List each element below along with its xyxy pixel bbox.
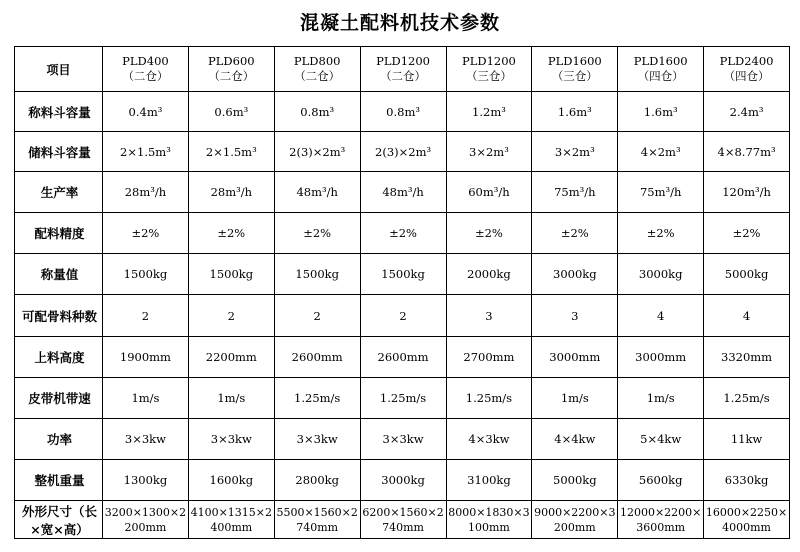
table-cell: 1.6m³	[532, 92, 618, 132]
table-cell: 48m³/h	[274, 172, 360, 213]
table-cell: 2.4m³	[704, 92, 790, 132]
row-label: 称量值	[15, 254, 103, 295]
table-cell: 3×3kw	[103, 419, 189, 460]
table-cell: 2600mm	[360, 337, 446, 378]
model-header: PLD1600 （三仓）	[532, 47, 618, 92]
table-cell: 2×1.5m³	[188, 132, 274, 172]
table-cell: 3000kg	[618, 254, 704, 295]
model-header: PLD1200 （三仓）	[446, 47, 532, 92]
row-label: 生产率	[15, 172, 103, 213]
table-cell: 1m/s	[532, 378, 618, 419]
table-cell: 3×3kw	[360, 419, 446, 460]
table-cell: 5600kg	[618, 460, 704, 501]
table-cell: 1.25m/s	[274, 378, 360, 419]
table-cell: 5500×1560×2 740mm	[274, 501, 360, 539]
table-row	[15, 172, 790, 213]
table-cell: ±2%	[618, 213, 704, 254]
table-cell: 1600kg	[188, 460, 274, 501]
table-cell: ±2%	[704, 213, 790, 254]
table-cell: 1500kg	[274, 254, 360, 295]
model-header: PLD2400 （四仓）	[704, 47, 790, 92]
header-row	[15, 47, 790, 92]
row-label: 可配骨料种数	[15, 295, 103, 337]
table-cell: 120m³/h	[704, 172, 790, 213]
table-cell: 1500kg	[188, 254, 274, 295]
table-cell: 2200mm	[188, 337, 274, 378]
row-label: 储料斗容量	[15, 132, 103, 172]
table-cell: 75m³/h	[618, 172, 704, 213]
row-label: 称料斗容量	[15, 92, 103, 132]
table-cell: 2×1.5m³	[103, 132, 189, 172]
table-cell: 4×2m³	[618, 132, 704, 172]
table-cell: 48m³/h	[360, 172, 446, 213]
table-cell: 0.4m³	[103, 92, 189, 132]
table-row	[15, 419, 790, 460]
table-cell: 2	[103, 295, 189, 337]
table-cell: 1900mm	[103, 337, 189, 378]
model-header: PLD1200 （二仓）	[360, 47, 446, 92]
table-cell: 0.8m³	[360, 92, 446, 132]
table-row	[15, 501, 790, 539]
row-label: 配料精度	[15, 213, 103, 254]
model-header: PLD1600 （四仓）	[618, 47, 704, 92]
table-cell: 9000×2200×3 200mm	[532, 501, 618, 539]
table-cell: 2700mm	[446, 337, 532, 378]
table-cell: 4×8.77m³	[704, 132, 790, 172]
table-cell: 3×2m³	[532, 132, 618, 172]
table-cell: 16000×2250× 4000mm	[704, 501, 790, 539]
table-cell: 4×4kw	[532, 419, 618, 460]
table-row	[15, 254, 790, 295]
table-cell: 3200×1300×2 200mm	[103, 501, 189, 539]
table-cell: 0.6m³	[188, 92, 274, 132]
table-cell: ±2%	[274, 213, 360, 254]
table-cell: 3100kg	[446, 460, 532, 501]
table-cell: 3×3kw	[274, 419, 360, 460]
table-cell: 1.25m/s	[704, 378, 790, 419]
table-cell: 1m/s	[103, 378, 189, 419]
table-cell: 4	[618, 295, 704, 337]
table-cell: 6330kg	[704, 460, 790, 501]
table-cell: 8000×1830×3 100mm	[446, 501, 532, 539]
table-cell: 1.6m³	[618, 92, 704, 132]
table-row	[15, 213, 790, 254]
table-cell: 3	[446, 295, 532, 337]
table-cell: ±2%	[446, 213, 532, 254]
table-cell: 3000kg	[360, 460, 446, 501]
table-cell: 28m³/h	[188, 172, 274, 213]
row-label: 功率	[15, 419, 103, 460]
table-cell: 3320mm	[704, 337, 790, 378]
table-cell: 2	[188, 295, 274, 337]
table-row	[15, 337, 790, 378]
table-cell: 3000mm	[532, 337, 618, 378]
table-cell: 2000kg	[446, 254, 532, 295]
table-cell: 1m/s	[188, 378, 274, 419]
table-cell: 2(3)×2m³	[360, 132, 446, 172]
corner-header: 项目	[15, 47, 103, 92]
table-cell: 3	[532, 295, 618, 337]
table-cell: 3000kg	[532, 254, 618, 295]
spec-table-body	[15, 92, 790, 539]
table-cell: 1m/s	[618, 378, 704, 419]
table-cell: 4×3kw	[446, 419, 532, 460]
model-header: PLD600 （二仓）	[188, 47, 274, 92]
table-cell: 3000mm	[618, 337, 704, 378]
table-cell: 75m³/h	[532, 172, 618, 213]
table-cell: ±2%	[532, 213, 618, 254]
table-cell: 2600mm	[274, 337, 360, 378]
table-cell: 60m³/h	[446, 172, 532, 213]
table-cell: 3×2m³	[446, 132, 532, 172]
row-label: 外形尺寸（长 ×宽×高）	[15, 501, 103, 539]
table-cell: 12000×2200× 3600mm	[618, 501, 704, 539]
row-label: 上料高度	[15, 337, 103, 378]
table-cell: 4100×1315×2 400mm	[188, 501, 274, 539]
row-label: 整机重量	[15, 460, 103, 501]
table-row	[15, 295, 790, 337]
table-cell: 1500kg	[360, 254, 446, 295]
spec-table	[14, 46, 790, 539]
table-cell: 2	[360, 295, 446, 337]
table-cell: 4	[704, 295, 790, 337]
table-cell: 2800kg	[274, 460, 360, 501]
table-cell: 11kw	[704, 419, 790, 460]
table-cell: 2	[274, 295, 360, 337]
table-row	[15, 378, 790, 419]
row-label: 皮带机带速	[15, 378, 103, 419]
page-title: 混凝土配料机技术参数	[299, 12, 500, 34]
table-cell: 2(3)×2m³	[274, 132, 360, 172]
table-cell: 28m³/h	[103, 172, 189, 213]
model-header: PLD400 （二仓）	[103, 47, 189, 92]
table-cell: 6200×1560×2 740mm	[360, 501, 446, 539]
table-cell: 1.25m/s	[360, 378, 446, 419]
table-cell: ±2%	[188, 213, 274, 254]
table-cell: 1500kg	[103, 254, 189, 295]
table-row	[15, 92, 790, 132]
table-cell: 1.2m³	[446, 92, 532, 132]
table-row	[15, 460, 790, 501]
table-row	[15, 132, 790, 172]
table-cell: 0.8m³	[274, 92, 360, 132]
table-cell: ±2%	[360, 213, 446, 254]
table-cell: 3×3kw	[188, 419, 274, 460]
table-cell: 1300kg	[103, 460, 189, 501]
table-cell: ±2%	[103, 213, 189, 254]
table-cell: 1.25m/s	[446, 378, 532, 419]
table-cell: 5×4kw	[618, 419, 704, 460]
table-cell: 5000kg	[704, 254, 790, 295]
model-header: PLD800 （二仓）	[274, 47, 360, 92]
table-cell: 5000kg	[532, 460, 618, 501]
